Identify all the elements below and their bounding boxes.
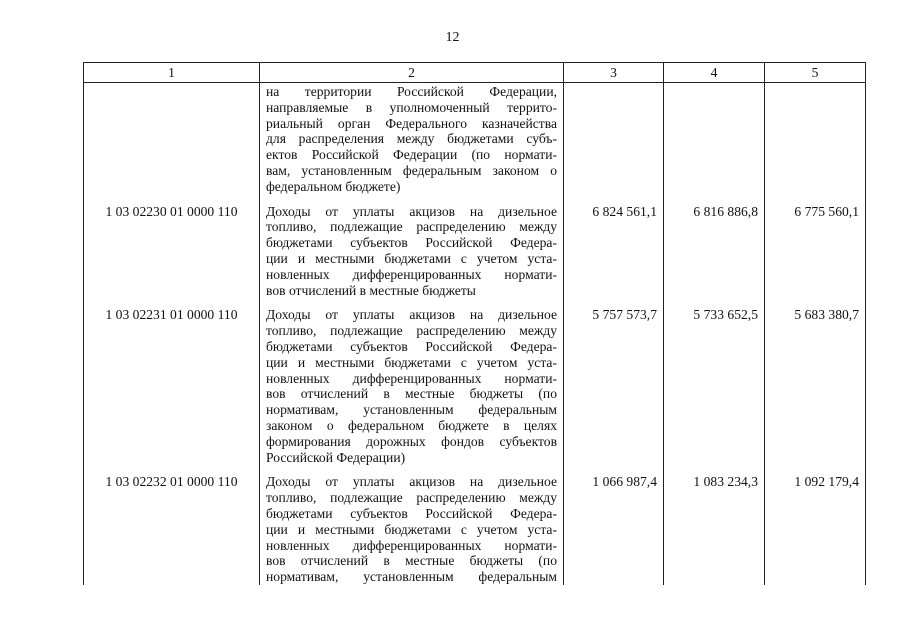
description-line: бюджетами субъектов Российской Федера-	[266, 505, 557, 521]
row-value-col4: 6 816 886,8	[664, 195, 765, 299]
description-line: нормативам, установленным федеральным	[266, 569, 557, 585]
row-description	[260, 195, 564, 299]
table-row-continuation	[84, 83, 866, 195]
row-value-col4	[664, 83, 765, 195]
description-line: новленных дифференцированных нормати-	[266, 537, 557, 553]
row-code: 1 03 02232 01 0000 110	[84, 465, 260, 585]
row-code: 1 03 02230 01 0000 110	[84, 195, 260, 299]
description-line: новленных дифференцированных нормати-	[266, 266, 557, 282]
row-value-col4: 1 083 234,3	[664, 465, 765, 585]
description-line: формирования дорожных фондов субъектов	[266, 433, 557, 449]
description-line: топливо, подлежащие распределению между	[266, 219, 557, 235]
description-line: направляемые в уполномоченный террито-	[266, 99, 557, 115]
description-line: на территории Российской Федерации,	[266, 84, 557, 99]
description-line: ции и местными бюджетами с учетом уста-	[266, 521, 557, 537]
budget-revenue-table	[83, 62, 866, 585]
description-line: нормативам, установленным федеральным	[266, 402, 557, 418]
row-value-col3	[564, 83, 664, 195]
row-code: 1 03 02231 01 0000 110	[84, 298, 260, 465]
table-row	[84, 465, 866, 585]
page-number: 12	[445, 30, 460, 45]
description-line: вов отчислений в местные бюджеты	[266, 282, 476, 298]
table-row	[84, 298, 866, 465]
description-line: законом о федеральном бюджете в целях	[266, 417, 557, 433]
column-number-header-row	[84, 63, 866, 83]
description-line: новленных дифференцированных нормати-	[266, 370, 557, 386]
description-line: Доходы от уплаты акцизов на дизельное	[266, 307, 557, 323]
row-value-col5: 1 092 179,4	[765, 465, 866, 585]
row-value-col5: 5 683 380,7	[765, 298, 866, 465]
description-line: Доходы от уплаты акцизов на дизельное	[266, 203, 557, 219]
column-header-2: 2	[260, 63, 564, 83]
row-value-col4: 5 733 652,5	[664, 298, 765, 465]
description-line: бюджетами субъектов Российской Федера-	[266, 235, 557, 251]
description-line: топливо, подлежащие распределению между	[266, 323, 557, 339]
description-line: вам, установленным федеральным законом о	[266, 162, 557, 178]
column-header-3: 3	[564, 63, 664, 83]
description-line: федеральном бюджете)	[266, 178, 401, 194]
description-line: топливо, подлежащие распределению между	[266, 490, 557, 506]
row-description	[260, 83, 564, 195]
row-code	[84, 83, 260, 195]
description-line: вов отчислений в местные бюджеты (по	[266, 386, 557, 402]
row-value-col5	[765, 83, 866, 195]
row-value-col3: 6 824 561,1	[564, 195, 664, 299]
description-line: ции и местными бюджетами с учетом уста-	[266, 250, 557, 266]
description-line: Российской Федерации)	[266, 449, 406, 465]
description-line: для распределения между бюджетами субъ-	[266, 131, 557, 147]
description-line: ектов Российской Федерации (по нормати-	[266, 147, 557, 163]
description-line: бюджетами субъектов Российской Федера-	[266, 338, 557, 354]
row-description	[260, 465, 564, 585]
row-description	[260, 298, 564, 465]
column-header-1: 1	[84, 63, 260, 83]
description-line: риальный орган Федерального казначейства	[266, 115, 557, 131]
description-line: вов отчислений в местные бюджеты (по	[266, 553, 557, 569]
column-header-5: 5	[765, 63, 866, 83]
row-value-col5: 6 775 560,1	[765, 195, 866, 299]
table-row	[84, 195, 866, 299]
description-line: Доходы от уплаты акцизов на дизельное	[266, 474, 557, 490]
description-line: ции и местными бюджетами с учетом уста-	[266, 354, 557, 370]
row-value-col3: 1 066 987,4	[564, 465, 664, 585]
row-value-col3: 5 757 573,7	[564, 298, 664, 465]
column-header-4: 4	[664, 63, 765, 83]
